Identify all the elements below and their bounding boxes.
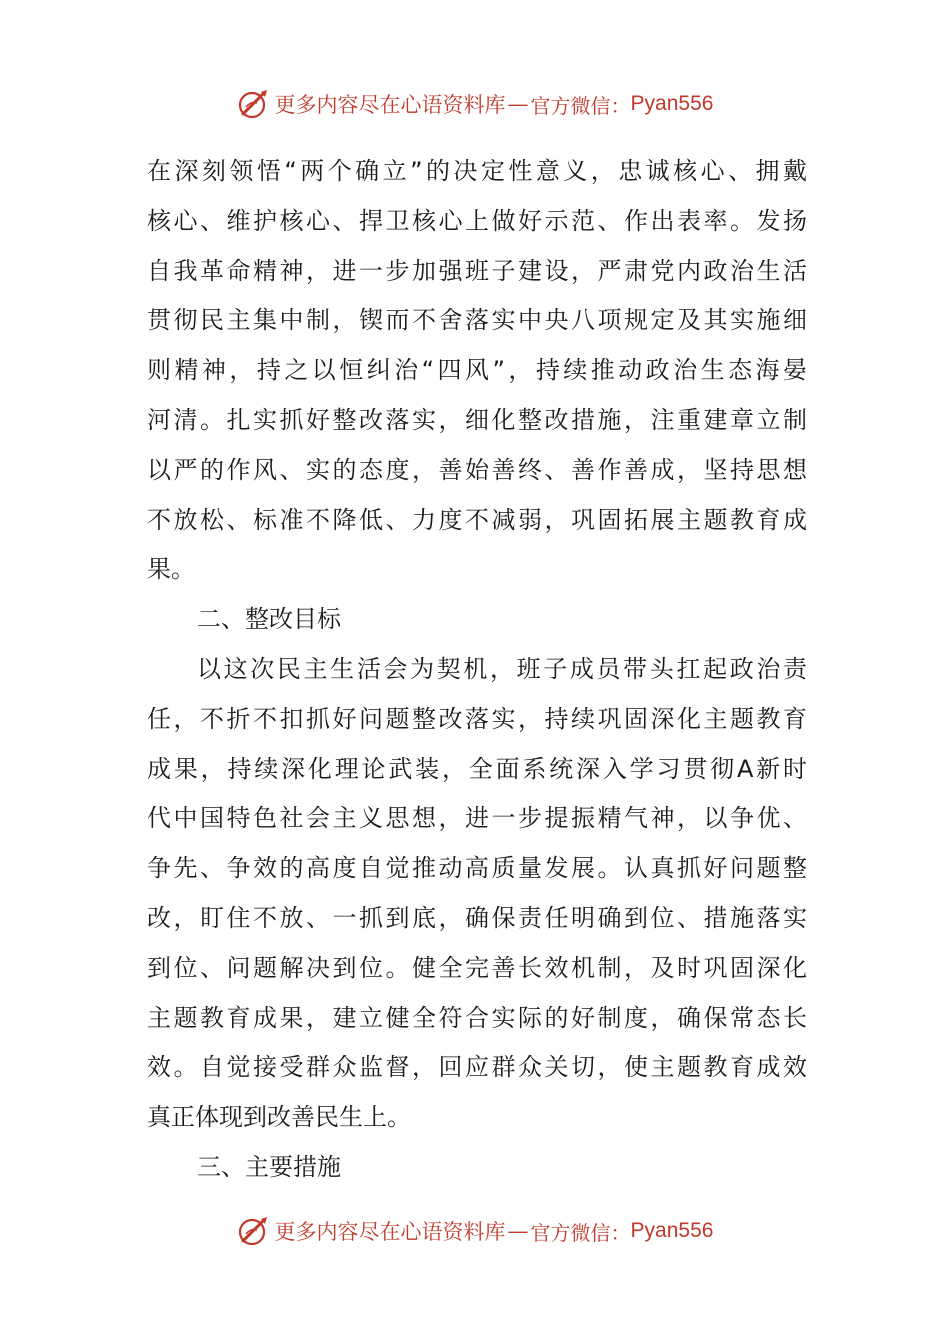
pen-logo-icon: [237, 87, 271, 121]
text-line: 效。自觉接受群众监督，回应群众关切，使主题教育成效: [147, 1053, 807, 1082]
text-line: 任，不折不扣抓好问题整改落实，持续巩固深化主题教育: [147, 704, 807, 733]
banner-dash: —: [507, 1219, 529, 1243]
text-line: 改，盯住不放、一抓到底，确保责任明确到位、措施落实: [147, 903, 807, 932]
pen-logo-icon: [237, 1214, 271, 1248]
section-heading-goals: 二、整改目标: [197, 605, 341, 634]
section-heading-measures: 三、主要措施: [197, 1152, 341, 1181]
text-line: 真正体现到改善民生上。: [147, 1103, 411, 1132]
text-line: 以严的作风、实的态度，善始善终、善作善成，坚持思想: [147, 455, 807, 484]
text-line: 河清。扎实抓好整改落实，细化整改措施，注重建章立制: [147, 405, 807, 434]
text-line: 核心、维护核心、捍卫核心上做好示范、作出表率。发扬: [147, 206, 807, 235]
text-line: 争先、争效的高度自觉推动高质量发展。认真抓好问题整: [147, 854, 807, 883]
banner-wechat-label: 官方微信：: [530, 1220, 631, 1245]
footer-watermark-banner: [0, 1211, 950, 1251]
banner-main-text: 更多内容尽在心语资料库: [274, 1220, 506, 1244]
text-line: 自我革命精神，进一步加强班子建设，严肃党内政治生活: [147, 256, 807, 285]
text-line: 则精神，持之以恒纠治“四风”，持续推动政治生态海晏: [147, 356, 807, 385]
header-watermark-banner: [0, 84, 950, 124]
banner-main-text: 更多内容尽在心语资料库: [274, 93, 506, 117]
text-line: 代中国特色社会主义思想，进一步提振精气神，以争优、: [147, 804, 807, 833]
text-line: 到位、问题解决到位。健全完善长效机制，及时巩固深化: [147, 953, 807, 982]
text-line: 以这次民主生活会为契机，班子成员带头扛起政治责: [197, 654, 807, 683]
banner-wechat-label: 官方微信：: [530, 93, 631, 118]
banner-dash: —: [507, 92, 529, 116]
text-line: 成果，持续深化理论武装，全面系统深入学习贯彻A新时: [147, 754, 807, 783]
banner-wechat-id: Pyan556: [630, 1219, 714, 1242]
text-line: 不放松、标准不降低、力度不减弱，巩固拓展主题教育成: [147, 505, 807, 534]
text-line: 主题教育成果，建立健全符合实际的好制度，确保常态长: [147, 1003, 807, 1032]
banner-wechat-id: Pyan556: [630, 92, 714, 115]
text-line: 贯彻民主集中制，锲而不舍落实中央八项规定及其实施细: [147, 306, 807, 335]
document-body: [147, 147, 807, 1193]
text-line: 在深刻领悟“两个确立”的决定性意义，忠诚核心、拥戴: [147, 157, 807, 185]
text-line: 果。: [147, 555, 195, 584]
